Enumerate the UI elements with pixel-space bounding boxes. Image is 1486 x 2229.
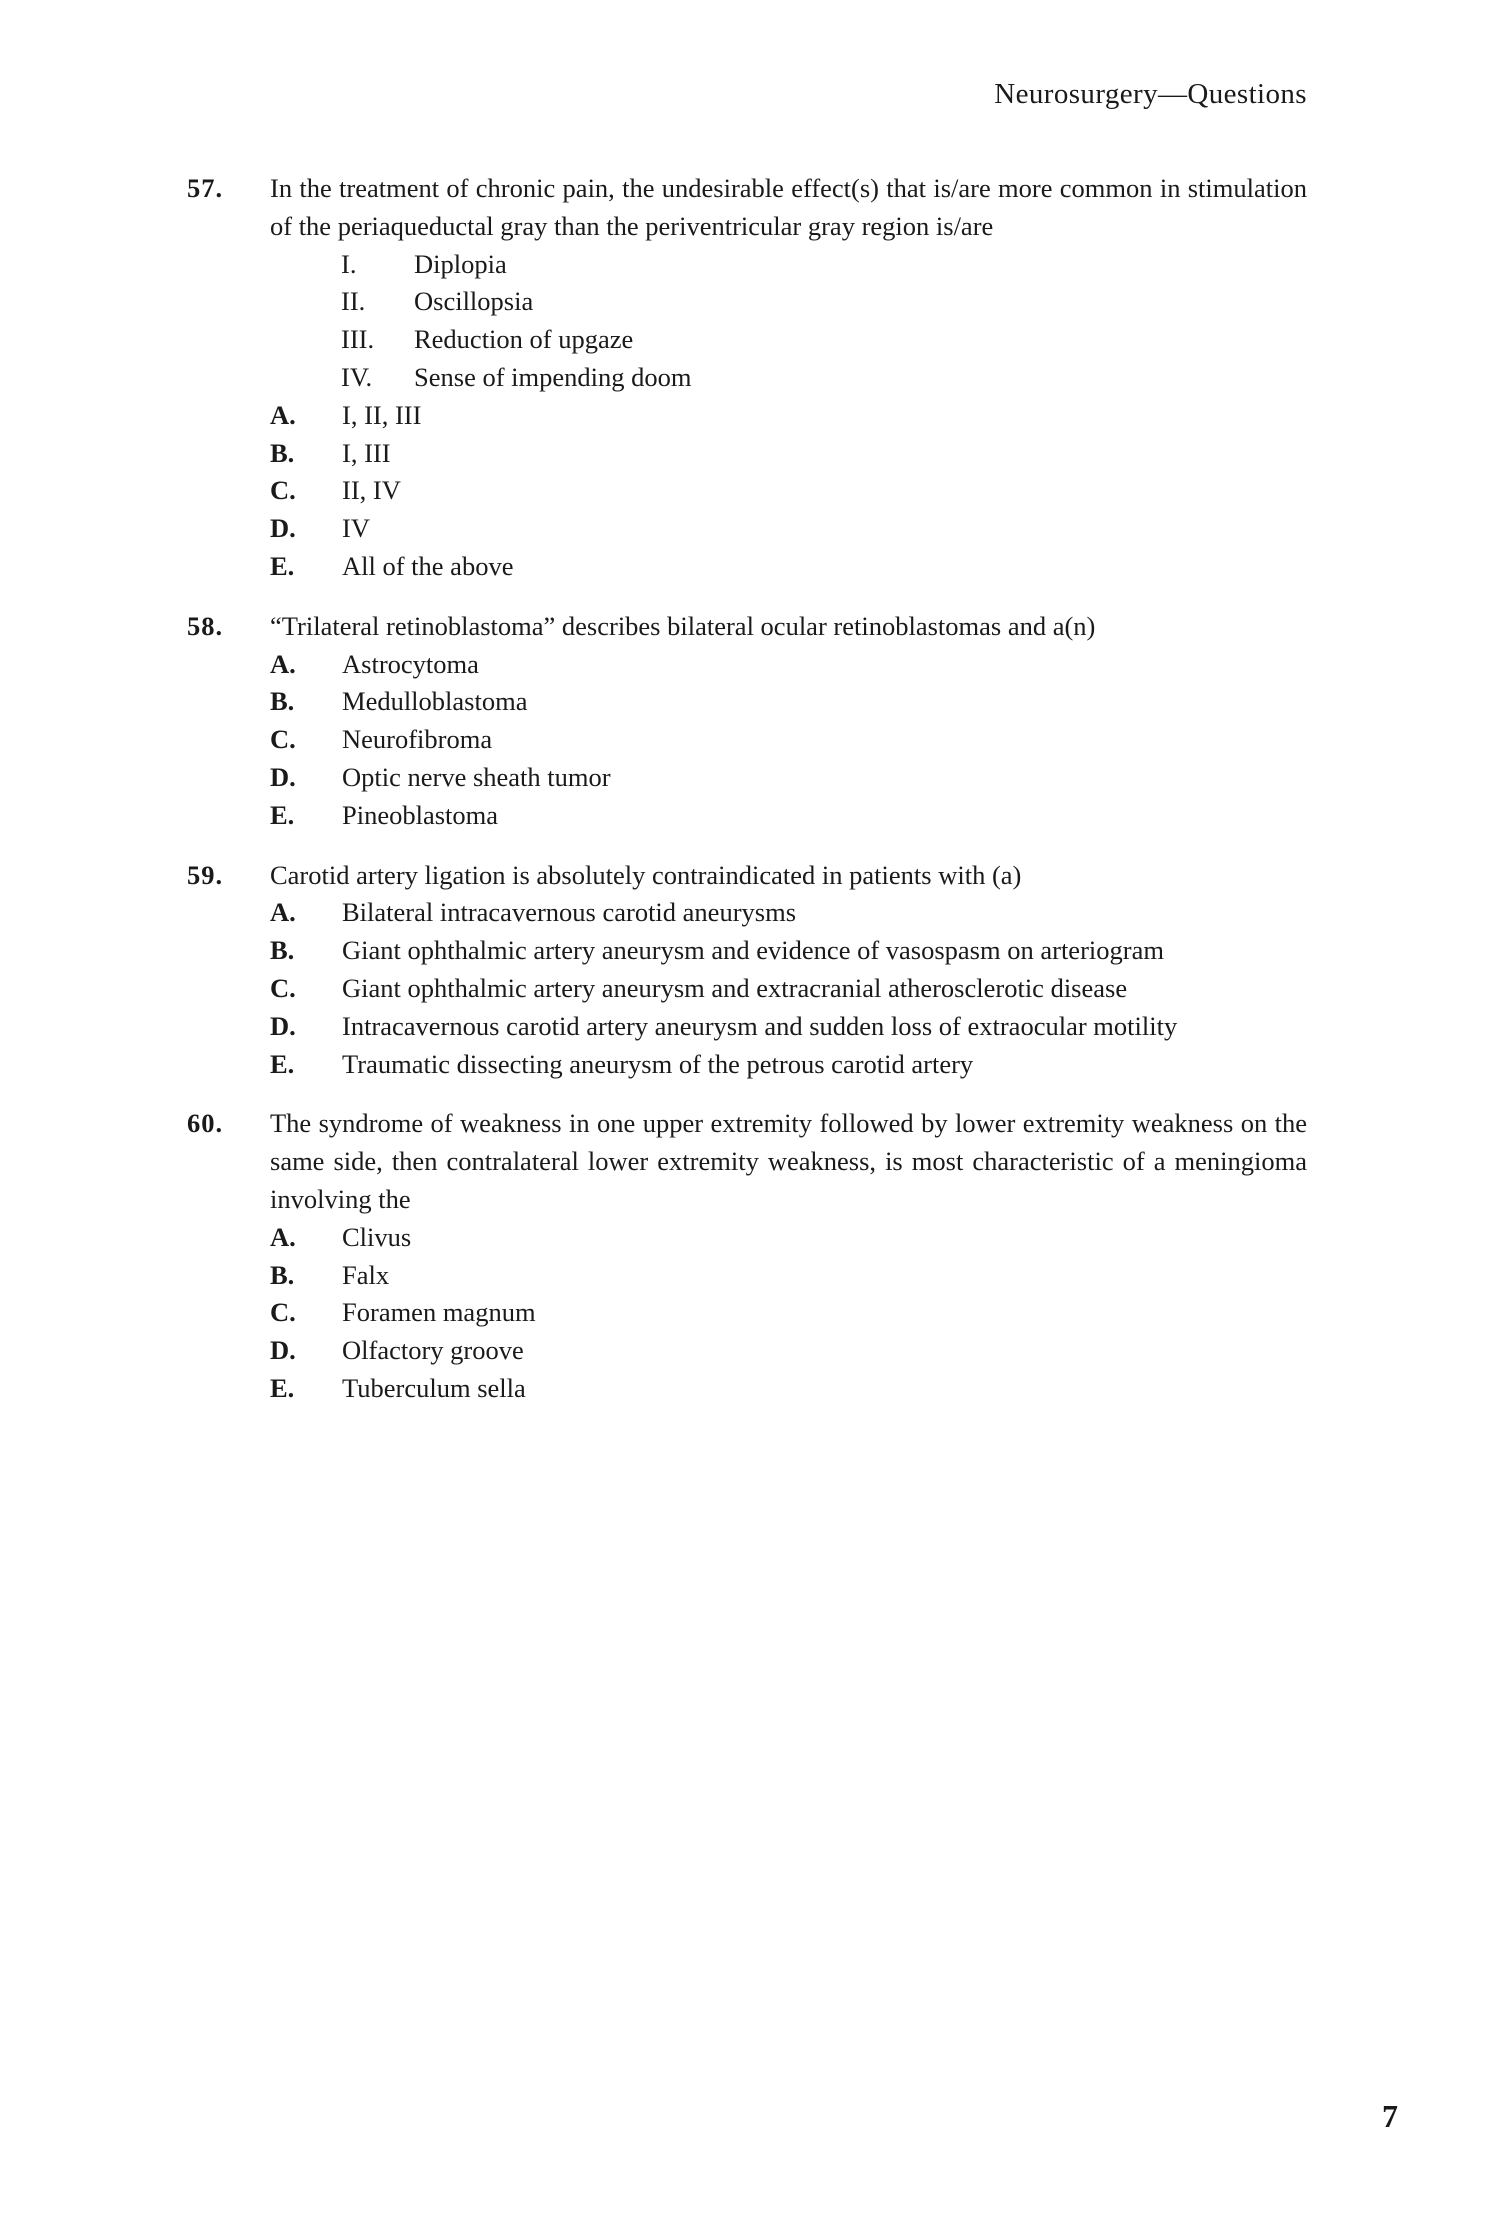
option-text: IV: [342, 513, 370, 544]
question-57: [187, 170, 1307, 586]
roman-item: [341, 321, 1307, 359]
question-stem: The syndrome of weakness in one upper extremity followed by lower extremity weakness on the same side, then contralateral lower extremity weakness, is most characteristic of a meningioma involving the: [270, 1108, 1307, 1214]
roman-numeral: II.: [341, 286, 366, 317]
option-letter: A.: [270, 897, 296, 928]
answer-option: [270, 1008, 1307, 1046]
option-letter: C.: [270, 724, 296, 755]
option-letter: B.: [270, 935, 295, 966]
option-letter: E.: [270, 1048, 295, 1079]
question-number: 58.: [187, 610, 224, 641]
answer-option: [270, 510, 1307, 548]
answer-option: [270, 1294, 1307, 1332]
answer-option: [270, 472, 1307, 510]
option-letter: A.: [270, 648, 296, 679]
option-text: Neurofibroma: [342, 724, 493, 755]
option-text: Clivus: [342, 1221, 412, 1252]
option-text: Olfactory groove: [342, 1335, 524, 1366]
option-letter: C.: [270, 475, 296, 506]
question-60: [187, 1105, 1307, 1407]
option-letter: B.: [270, 1259, 295, 1290]
roman-item: [341, 359, 1307, 397]
answer-option: [270, 721, 1307, 759]
option-text: Giant ophthalmic artery aneurysm and extracranial atherosclerotic disease: [342, 972, 1128, 1003]
roman-item: [341, 246, 1307, 284]
question-stem: “Trilateral retinoblastoma” describes bilateral ocular retinoblastomas and a(n): [270, 610, 1096, 641]
question-number: 59.: [187, 859, 224, 890]
roman-item-text: Diplopia: [414, 248, 507, 279]
option-text: Optic nerve sheath tumor: [342, 761, 611, 792]
option-text: II, IV: [342, 475, 401, 506]
running-head: Neurosurgery—Questions: [994, 78, 1307, 110]
option-letter: A.: [270, 399, 296, 430]
question-number: 57.: [187, 173, 224, 203]
option-letter: D.: [270, 513, 296, 544]
roman-item-list: [341, 246, 1307, 397]
roman-numeral: IV.: [341, 361, 373, 392]
question-58: [187, 608, 1307, 835]
answer-option: [270, 797, 1307, 835]
answer-option: [270, 646, 1307, 684]
roman-numeral: I.: [341, 248, 357, 279]
roman-item-text: Sense of impending doom: [414, 361, 692, 392]
option-text: Intracavernous carotid artery aneurysm and sudden loss of extraocular motility: [342, 1010, 1178, 1041]
roman-item: [341, 283, 1307, 321]
option-letter: E.: [270, 550, 295, 581]
answer-option: [270, 759, 1307, 797]
option-letter: C.: [270, 1297, 296, 1328]
answer-option: [270, 970, 1307, 1008]
option-text: Astrocytoma: [342, 648, 479, 679]
option-text: Foramen magnum: [342, 1297, 536, 1328]
answer-option: [270, 435, 1307, 473]
question-body: [270, 608, 1307, 835]
question-number: 60.: [187, 1108, 224, 1139]
answer-option: [270, 548, 1307, 586]
question-body: [270, 1105, 1307, 1407]
option-text: Traumatic dissecting aneurysm of the petrous carotid artery: [342, 1048, 974, 1079]
roman-item-text: Oscillopsia: [414, 286, 534, 317]
question-body: [270, 857, 1307, 1084]
option-letter: D.: [270, 1010, 296, 1041]
option-letter: C.: [270, 972, 296, 1003]
answer-option: [270, 683, 1307, 721]
option-text: Falx: [342, 1259, 390, 1290]
option-text: Bilateral intracavernous carotid aneurysms: [342, 897, 797, 928]
option-text: Pineoblastoma: [342, 799, 499, 830]
roman-item-text: Reduction of upgaze: [414, 324, 634, 355]
answer-option: [270, 1332, 1307, 1370]
answer-option: [270, 1257, 1307, 1295]
question-59: [187, 857, 1307, 1084]
question-list: [187, 170, 1307, 1430]
answer-option: [270, 1219, 1307, 1257]
option-letter: A.: [270, 1221, 296, 1252]
question-stem: In the treatment of chronic pain, the undesirable effect(s) that is/are more common in stimulation of the periaqueductal gray than the periventricular gray region is/are: [270, 173, 1307, 241]
option-text: Tuberculum sella: [342, 1372, 526, 1403]
option-letter: E.: [270, 799, 295, 830]
answer-option: [270, 397, 1307, 435]
option-letter: D.: [270, 1335, 296, 1366]
page-number: 7: [1382, 2098, 1398, 2134]
option-letter: B.: [270, 686, 295, 717]
roman-numeral: III.: [341, 324, 375, 355]
option-text: I, II, III: [342, 399, 422, 430]
answer-option: [270, 1370, 1307, 1408]
option-letter: E.: [270, 1372, 295, 1403]
answer-option: [270, 1046, 1307, 1084]
option-text: I, III: [342, 437, 391, 468]
option-letter: B.: [270, 437, 295, 468]
answer-option: [270, 932, 1307, 970]
question-stem: Carotid artery ligation is absolutely contraindicated in patients with (a): [270, 859, 1022, 890]
option-text: All of the above: [342, 550, 514, 581]
answer-option: [270, 894, 1307, 932]
option-text: Medulloblastoma: [342, 686, 528, 717]
option-letter: D.: [270, 761, 296, 792]
option-text: Giant ophthalmic artery aneurysm and evidence of vasospasm on arteriogram: [342, 935, 1164, 966]
question-body: [270, 170, 1307, 586]
